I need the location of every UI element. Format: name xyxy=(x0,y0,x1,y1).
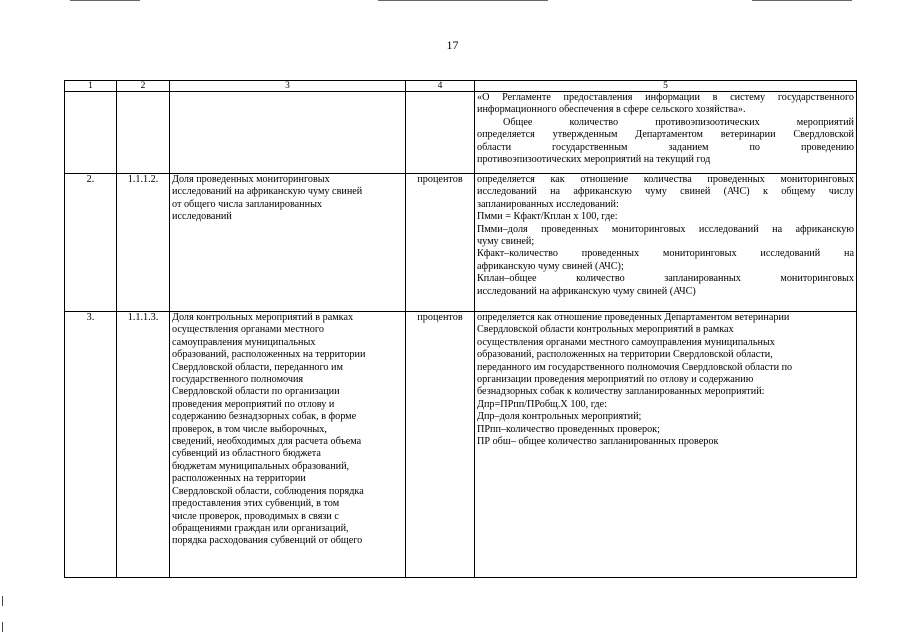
method-line: ПР обш– общее количество запланированных проверок xyxy=(477,436,719,448)
page-number: 17 xyxy=(446,38,459,52)
name-line: от общего числа запланированных xyxy=(172,198,323,210)
name-line: самоуправления муниципальных xyxy=(172,336,316,348)
method-line: исследований на африканскую чуму свиней (АЧС) к общему числу xyxy=(477,186,854,198)
method-line: Свердловской области контрольных мероприятий в рамках xyxy=(477,324,734,336)
method-line: противоэпизоотических мероприятий на текущий год xyxy=(477,154,711,166)
indicator-code: 1.1.1.2. xyxy=(117,174,170,312)
table-row xyxy=(65,174,857,312)
method-line: чуму свиней; xyxy=(477,236,535,248)
scan-edge-mark xyxy=(2,596,3,606)
name-line: Свердловской области, переданного им xyxy=(172,361,343,373)
name-line: бюджетам муниципальных образований, xyxy=(172,460,350,472)
method-line: запланированных исследований: xyxy=(477,198,619,210)
indicator-name xyxy=(170,312,406,578)
method-line: африканскую чуму свиней (АЧС); xyxy=(477,260,624,272)
method-line: информационного обеспечения в сфере сельского хозяйства». xyxy=(477,104,746,116)
header-cell: 2 xyxy=(117,81,170,92)
scan-artifact-line xyxy=(378,0,548,1)
method-line: ПРпп–количество проведенных проверок; xyxy=(477,423,660,435)
unit: процентов xyxy=(406,312,475,578)
table-row xyxy=(65,312,857,578)
header-row xyxy=(65,81,857,92)
method-line: Кфакт–количество проведенных мониторинговых исследований на xyxy=(477,248,854,260)
method-line: безнадзорных собак к количеству запланированных мероприятий: xyxy=(477,386,765,398)
name-line: осуществления органами местного xyxy=(172,324,324,336)
indicator-code: 1.1.1.3. xyxy=(117,312,170,578)
calculation-method xyxy=(475,174,857,312)
name-line: предоставления этих субвенций, в том xyxy=(172,498,340,510)
num-cell xyxy=(65,92,117,174)
name-line: субвенций из областного бюджета xyxy=(172,448,321,460)
scan-artifact-line xyxy=(752,0,852,1)
unit: процентов xyxy=(406,174,475,312)
name-line: расположенных на территории xyxy=(172,473,306,485)
method-line: исследований на африканскую чуму свиней (АЧС) xyxy=(477,285,696,297)
row-number: 2. xyxy=(65,174,117,312)
code-cell xyxy=(117,92,170,174)
method-line: осуществления органами местного самоуправления муниципальных xyxy=(477,336,775,348)
row-number: 3. xyxy=(65,312,117,578)
method-line: Пмми = Кфакт/Кплан х 100, где: xyxy=(477,211,618,223)
method-line: определяется утвержденным Департаментом ветеринарии Свердловской xyxy=(477,129,854,141)
table-row-continuation xyxy=(65,92,857,174)
method-line: «О Регламенте предоставления информации в систему государственного xyxy=(477,92,854,103)
header-cell: 1 xyxy=(65,81,117,92)
header-cell: 3 xyxy=(170,81,406,92)
name-line: Доля контрольных мероприятий в рамках xyxy=(172,312,354,323)
name-line: исследований xyxy=(172,211,232,223)
method-line: Общее количество противоэпизоотических мероприятий xyxy=(503,116,854,128)
name-line: образований, расположенных на территории xyxy=(172,349,366,361)
name-line: порядка расходования субвенций от общего xyxy=(172,535,363,547)
method-line: определяется как отношение проведенных Департаментом ветеринарии xyxy=(477,312,790,323)
header-cell: 4 xyxy=(406,81,475,92)
name-cell xyxy=(170,92,406,174)
method-line: определяется как отношение количества проведенных мониторинговых xyxy=(477,174,854,185)
name-line: обращениями граждан или организаций, xyxy=(172,522,349,534)
name-line: государственного полномочия xyxy=(172,374,304,386)
header-cell: 5 xyxy=(475,81,857,92)
name-line: Свердловской области, соблюдения порядка xyxy=(172,485,364,497)
name-line: сведений, необходимых для расчета объема xyxy=(172,436,362,448)
scan-edge-mark xyxy=(2,622,3,632)
method-line: Кплан–общее количество запланированных мониторинговых xyxy=(477,273,854,285)
name-line: исследований на африканскую чуму свиней xyxy=(172,186,363,198)
calculation-method xyxy=(475,312,857,578)
name-line: содержанию безнадзорных собак, в форме xyxy=(172,411,357,423)
name-line: Свердловской области по организации xyxy=(172,386,340,398)
method-line: образований, расположенных на территории Свердловской области, xyxy=(477,349,773,361)
method-line: переданного им государственного полномочия Свердловской области по xyxy=(477,361,793,373)
method-line: Дпр=ПРпп/ПРобщ.Х 100, где: xyxy=(477,398,607,410)
method-line: области государственным заданием по проведению xyxy=(477,141,854,153)
unit-cell xyxy=(406,92,475,174)
method-line: организации проведения мероприятий по отлову и содержанию xyxy=(477,374,754,386)
scan-artifact-line xyxy=(70,0,140,1)
indicators-table xyxy=(64,80,857,578)
indicator-name xyxy=(170,174,406,312)
name-line: проведения мероприятий по отлову и xyxy=(172,398,335,410)
method-cell xyxy=(475,92,857,174)
name-line: Доля проведенных мониторинговых xyxy=(172,174,330,185)
method-line: Дпр–доля контрольных мероприятий; xyxy=(477,411,642,423)
name-line: проверок, в том числе выборочных, xyxy=(172,423,327,435)
name-line: числе проверок, проводимых в связи с xyxy=(172,510,339,522)
method-line: Пмми–доля проведенных мониторинговых исследований на африканскую xyxy=(477,223,854,235)
